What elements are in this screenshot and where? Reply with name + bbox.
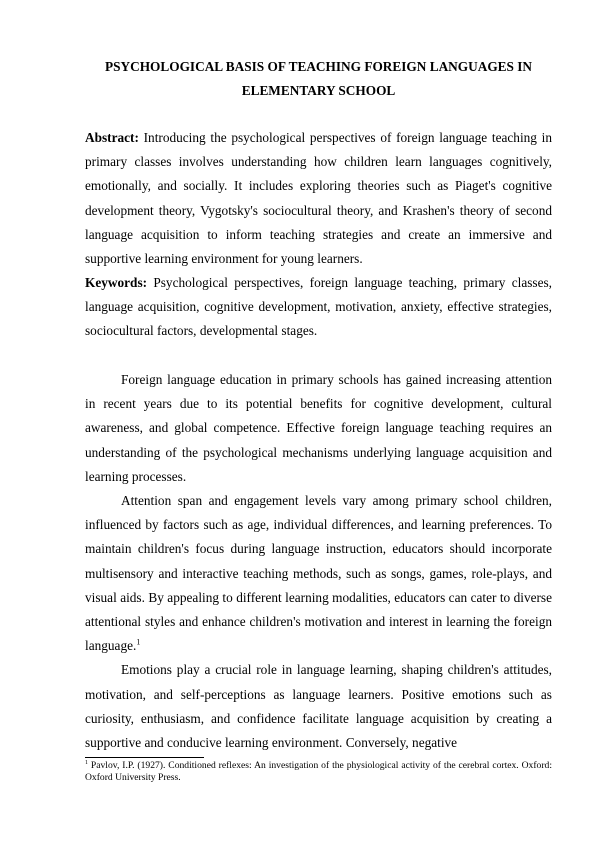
footnote-text: Pavlov, I.P. (1927). Conditioned reflexes: An investigation of the physiological activity of the cerebral cortex. Oxford: Oxford University Press. [85, 760, 552, 783]
body-paragraph-2-text: Attention span and engagement levels vary among primary school children, influenced by factors such as age, individual differences, and learning preferences. To maintain children's focus during language instruction, educators should incorporate multisensory and interactive teaching methods, such as songs, games, role-plays, and visual aids. By appealing to different learning modalities, educators can cater to diverse attentional styles and enhance children's motivation and interest in learning the foreign language. [85, 493, 552, 654]
footnote-reference[interactable]: 1 [136, 637, 141, 647]
abstract-text: Introducing the psychological perspectives of foreign language teaching in primary classes involves understanding how children learn languages cognitively, emotionally, and socially. It includes exploring theories such as Piaget's cognitive development theory, Vygotsky's sociocultural theory, and Krashen's theory of second language acquisition to inform teaching strategies and create an immersive and supportive learning environment for young learners. [85, 130, 552, 267]
abstract-paragraph [85, 126, 552, 271]
abstract-section [85, 126, 552, 271]
body-paragraph-3: Emotions play a crucial role in language learning, shaping children's attitudes, motivation, and self-perceptions as language learners. Positive emotions such as curiosity, enthusiasm, and confidence facilitate language acquisition by creating a supportive and conducive learning environment. Conversely, negative [85, 662, 552, 751]
keywords-text: Psychological perspectives, foreign language teaching, primary classes, language acquisition, cognitive development, motivation, anxiety, effective strategies, sociocultural factors, developmental stages. [85, 275, 552, 339]
keywords-label: Keywords: [85, 275, 148, 290]
footnote-paragraph [85, 760, 552, 784]
body-paragraph-1: Foreign language education in primary schools has gained increasing attention in recent years due to its potential benefits for cognitive development, cultural awareness, and global competence. Effective foreign language teaching requires an understanding of the psychological mechanisms underlying language acquisition and learning processes. [85, 372, 552, 484]
abstract-label: Abstract: [85, 130, 139, 145]
footnote [85, 760, 552, 784]
footnote-marker: 1 [85, 759, 88, 766]
keywords-paragraph [85, 271, 552, 344]
footnote-divider [85, 757, 204, 758]
keywords-section [85, 271, 552, 344]
body-text [85, 368, 552, 755]
body-paragraph-2 [85, 489, 552, 658]
paper-title: PSYCHOLOGICAL BASIS OF TEACHING FOREIGN LANGUAGES IN ELEMENTARY SCHOOL [104, 59, 533, 98]
